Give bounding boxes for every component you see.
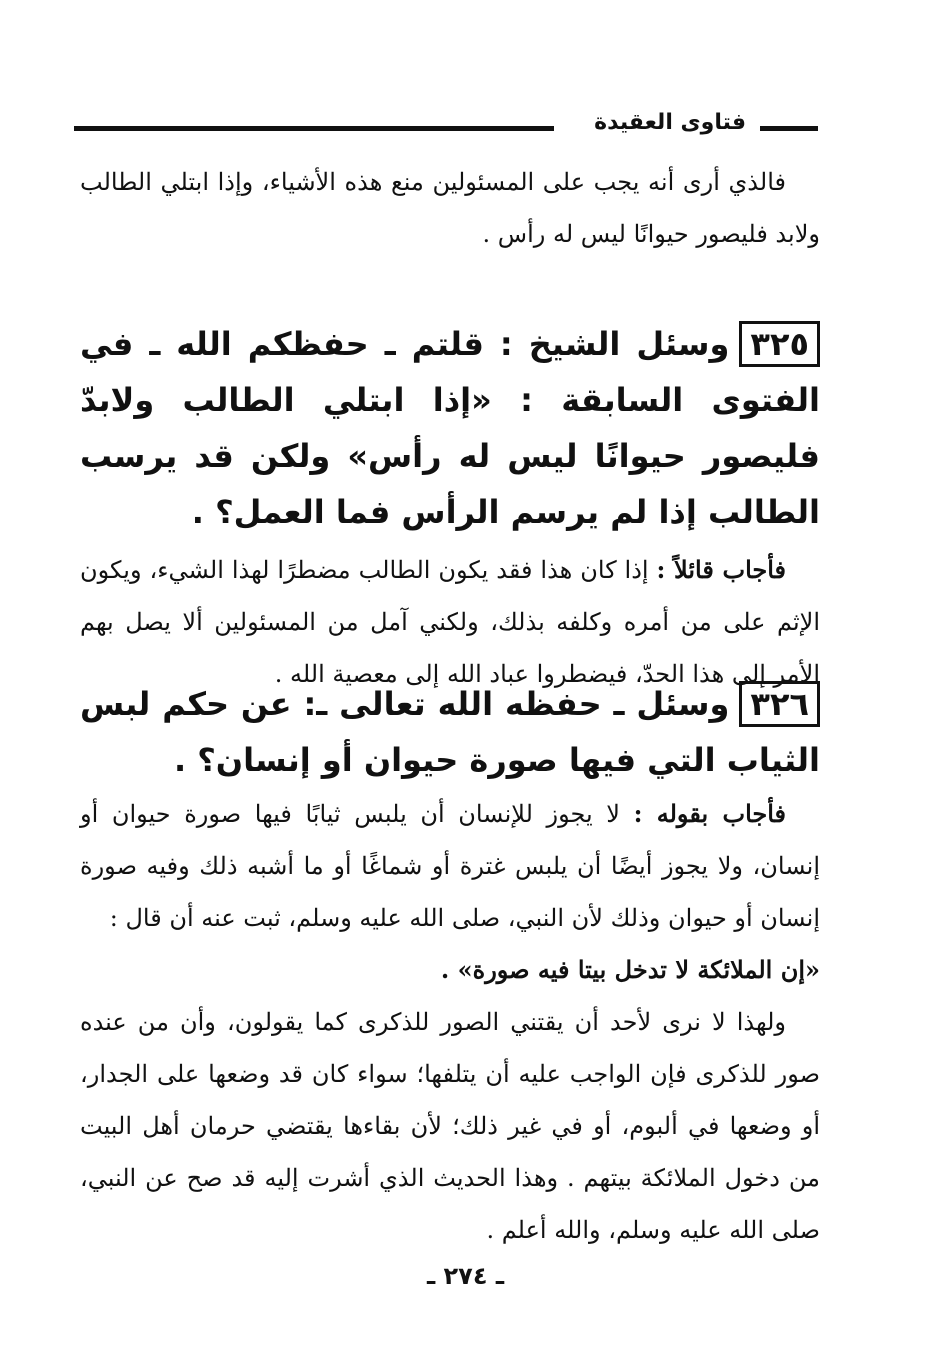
question-text: وسئل ـ حفظه الله تعالى ـ: عن حكم لبس الثياب التي فيها صورة حيوان أو إنسان؟ . (80, 685, 820, 779)
answer-text: لا يجوز للإنسان أن يلبس ثيابًا فيها صورة حيوان أو إنسان، ولا يجوز أيضًا أن يلبس غترة أو شماغًا أو ما أشبه ذلك وفيه صورة إنسان أو حيوان وذلك لأن النبي، صلى الله عليه وسلم، ثبت عنه أن قال : (80, 800, 820, 932)
answer-text: إذا كان هذا فقد يكون الطالب مضطرًا لهذا الشيء، ويكون الإثم على من أمره وكلفه بذلك، ولكني آمل من المسئولين ألا يصل بهم الأمر إلى هذا الحدّ، فيضطروا عباد الله إلى معصية الله . (80, 556, 820, 688)
header-rule-short (760, 126, 818, 131)
fatwa-326 (80, 676, 820, 1256)
hadith-text: «إن الملائكة لا تدخل بيتا فيه صورة» . (440, 955, 820, 984)
fatwa-number-box: ٣٢٥ (739, 321, 820, 367)
paragraph-text: ولهذا لا نرى لأحد أن يقتني الصور للذكرى كما يقولون، وأن من عنده صور للذكرى فإن الواجب عليه أن يتلفها؛ سواء كان قد وضعها على الجدار، أو وضعها في ألبوم، أو في غير ذلك؛ لأن بقاءها يقتضي حرمان أهل البيت من دخول الملائكة بيتهم . وهذا الحديث الذي أشرت إليه قد صح عن النبي، صلى الله عليه وسلم، والله أعلم . (80, 1008, 820, 1244)
intro-line-2: الطالب ولابد فليصور حيوانًا ليس له رأس . (80, 168, 820, 248)
answer-lead: فأجاب بقوله : (633, 799, 786, 828)
page-number: ـ ٢٧٤ ـ (426, 1262, 505, 1290)
running-header (74, 108, 818, 148)
question-text: وسئل الشيخ : قلتم ـ حفظكم الله ـ في الفتوى السابقة : «إذا ابتلي الطالب ولابدّ فليصور حيوانًا ليس له رأس» ولكن قد يرسب الطالب إذا لم يرسم الرأس فما العمل؟ . (80, 325, 820, 531)
header-rule (74, 126, 554, 131)
intro-line-1: فالذي أرى أنه يجب على المسئولين منع هذه الأشياء، وإذا ابتلي (160, 168, 786, 196)
fatwa-326-paragraph-2 (80, 996, 820, 1256)
fatwa-325 (80, 316, 820, 700)
fatwa-325-question (80, 316, 820, 540)
fatwa-326-answer (80, 788, 820, 944)
fatwa-number-box: ٣٢٦ (739, 681, 820, 727)
hadith-quote (80, 944, 820, 996)
header-title: فتاوى العقيدة (594, 110, 746, 135)
answer-lead: فأجاب قائلاً : (656, 555, 786, 584)
fatwa-326-question (80, 676, 820, 788)
intro-paragraph (80, 156, 820, 260)
